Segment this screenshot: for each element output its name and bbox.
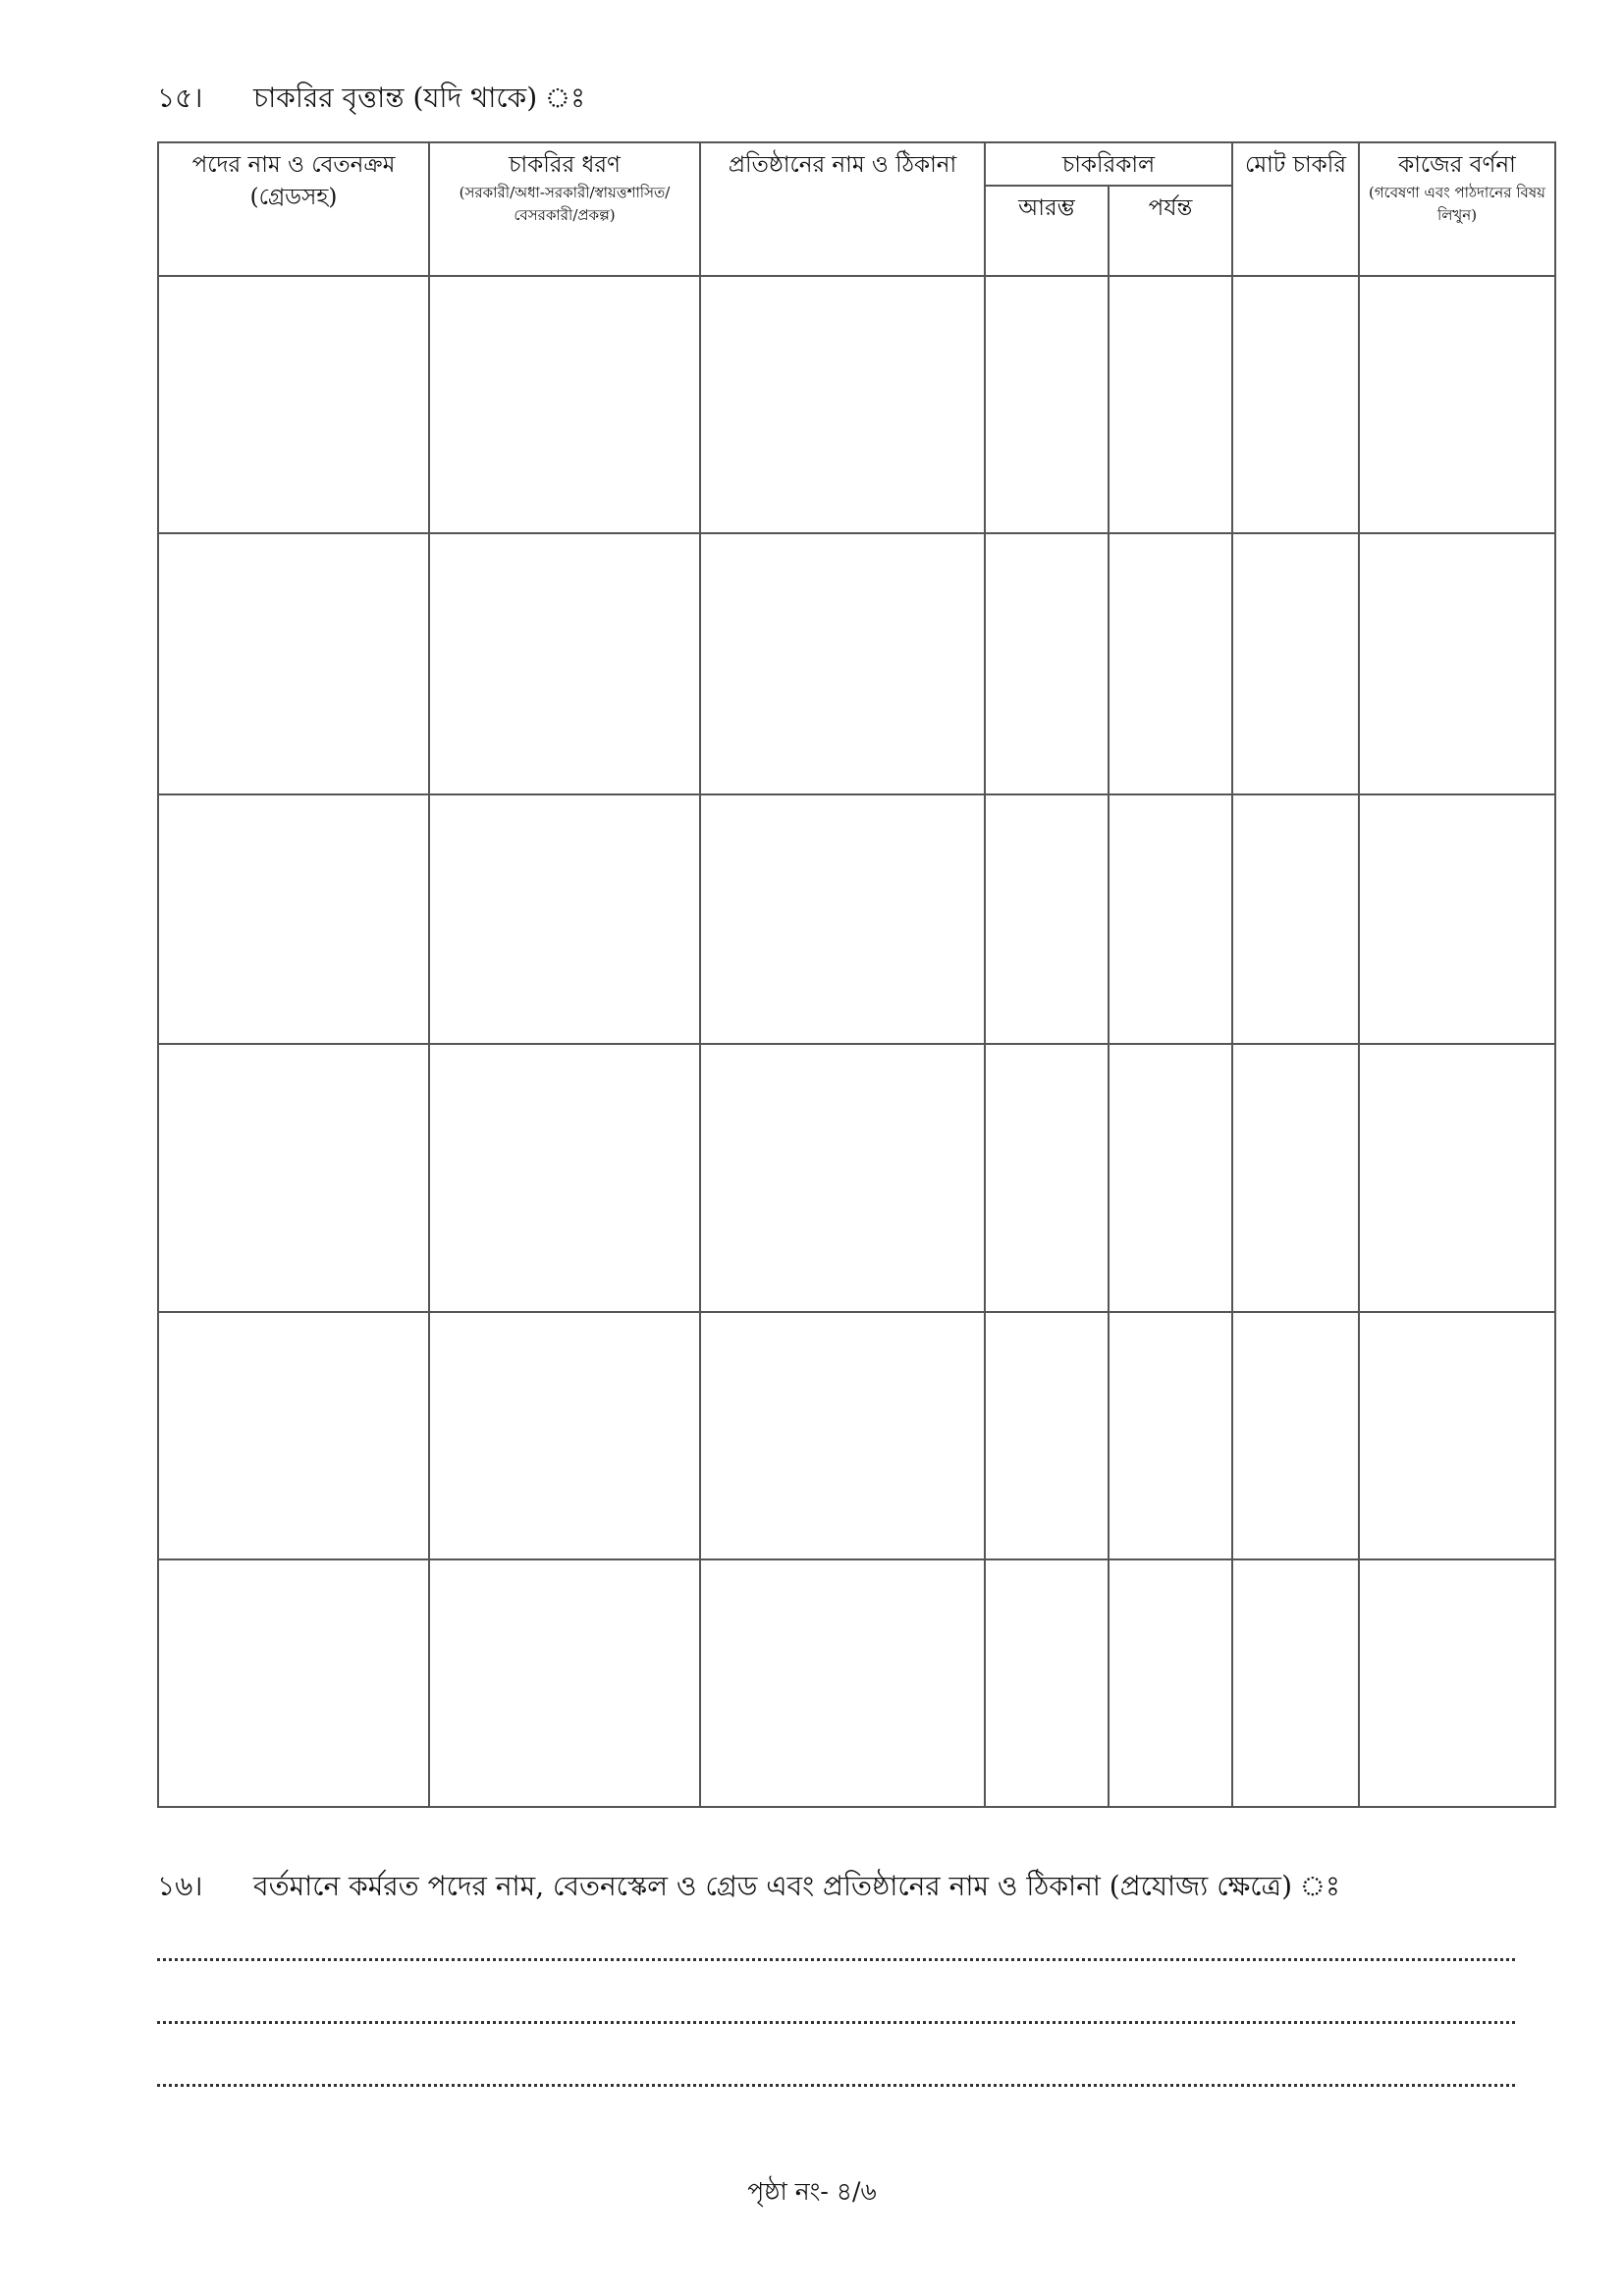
col-header-description-label: কাজের বর্ণনা — [1398, 152, 1516, 178]
table-cell[interactable] — [429, 1559, 700, 1807]
section-16-number: ১৬। — [157, 1870, 203, 1902]
table-cell[interactable] — [1109, 533, 1232, 794]
col-header-job-type — [429, 142, 700, 276]
table-row — [158, 276, 1555, 533]
table-cell[interactable] — [700, 276, 985, 533]
table-row — [158, 1559, 1555, 1807]
col-header-post-label: পদের নাম ও বেতনক্রম (গ্রেডসহ) — [191, 152, 396, 211]
table-cell[interactable] — [1109, 1312, 1232, 1559]
table-cell[interactable] — [1359, 794, 1555, 1044]
answer-line-3[interactable] — [157, 2084, 1515, 2087]
table-row — [158, 1312, 1555, 1559]
table-cell[interactable] — [429, 1044, 700, 1312]
table-cell[interactable] — [985, 1312, 1109, 1559]
table-cell[interactable] — [429, 794, 700, 1044]
col-header-organization-label: প্রতিষ্ঠানের নাম ও ঠিকানা — [728, 152, 957, 178]
table-cell[interactable] — [985, 794, 1109, 1044]
table-cell[interactable] — [1109, 1559, 1232, 1807]
table-cell[interactable] — [985, 1559, 1109, 1807]
table-cell[interactable] — [985, 533, 1109, 794]
table-cell[interactable] — [1359, 1312, 1555, 1559]
section-16-title: বর্তমানে কর্মরত পদের নাম, বেতনস্কেল ও গ্রেড এবং প্রতিষ্ঠানের নাম ও ঠিকানা (প্রযোজ্য ক্ষেত্রে) ঃ — [253, 1870, 1340, 1902]
col-header-organization — [700, 142, 985, 276]
table-cell[interactable] — [1359, 276, 1555, 533]
table-cell[interactable] — [700, 1312, 985, 1559]
col-header-period-start: আরম্ভ — [985, 186, 1109, 276]
section-15-heading — [157, 84, 585, 112]
table-row — [158, 1044, 1555, 1312]
section-15-title: চাকরির বৃত্তান্ত (যদি থাকে) ঃ — [253, 82, 586, 114]
section-16-heading — [157, 1870, 1340, 1902]
page-number: পৃষ্ঠা নং- ৪/৬ — [747, 2177, 877, 2206]
table-cell[interactable] — [1232, 276, 1359, 533]
table-cell[interactable] — [429, 533, 700, 794]
table-cell[interactable] — [1109, 276, 1232, 533]
answer-line-2[interactable] — [157, 2021, 1515, 2024]
answer-line-1[interactable] — [157, 1958, 1515, 1961]
col-header-job-type-label: চাকরির ধরণ — [509, 152, 621, 178]
table-cell[interactable] — [700, 1044, 985, 1312]
table-cell[interactable] — [158, 533, 429, 794]
col-header-total-service — [1232, 142, 1359, 276]
table-cell[interactable] — [1232, 1044, 1359, 1312]
table-cell[interactable] — [700, 794, 985, 1044]
table-cell[interactable] — [158, 794, 429, 1044]
table-cell[interactable] — [1359, 533, 1555, 794]
table-cell[interactable] — [1232, 794, 1359, 1044]
table-cell[interactable] — [158, 276, 429, 533]
col-header-description-note: (গবেষণা এবং পাঠদানের বিষয় লিখুন) — [1368, 184, 1546, 224]
col-header-post — [158, 142, 429, 276]
col-header-period — [985, 142, 1232, 186]
col-header-period-end: পর্যন্ত — [1109, 186, 1232, 276]
table-cell[interactable] — [700, 533, 985, 794]
table-cell[interactable] — [1359, 1559, 1555, 1807]
section-15-number: ১৫। — [157, 82, 203, 114]
employment-history-table — [157, 141, 1556, 1808]
table-cell[interactable] — [429, 276, 700, 533]
table-cell[interactable] — [158, 1559, 429, 1807]
col-header-job-type-note: (সরকারী/অধা-সরকারী/স্বায়ত্তশাসিত/বেসরকারী/প্রকল্প) — [459, 184, 671, 224]
col-header-description — [1359, 142, 1555, 276]
table-cell[interactable] — [1109, 1044, 1232, 1312]
table-row — [158, 794, 1555, 1044]
table-cell[interactable] — [1359, 1044, 1555, 1312]
table-cell[interactable] — [1232, 533, 1359, 794]
col-header-total-service-label: মোট চাকরি — [1244, 152, 1347, 178]
table-cell[interactable] — [1109, 794, 1232, 1044]
table-cell[interactable] — [985, 1044, 1109, 1312]
table-row — [158, 533, 1555, 794]
table-cell[interactable] — [158, 1312, 429, 1559]
col-header-period-label: চাকরিকাল — [1061, 152, 1156, 178]
table-cell[interactable] — [985, 276, 1109, 533]
table-cell[interactable] — [1232, 1312, 1359, 1559]
table-cell[interactable] — [429, 1312, 700, 1559]
table-cell[interactable] — [158, 1044, 429, 1312]
table-cell[interactable] — [700, 1559, 985, 1807]
table-cell[interactable] — [1232, 1559, 1359, 1807]
